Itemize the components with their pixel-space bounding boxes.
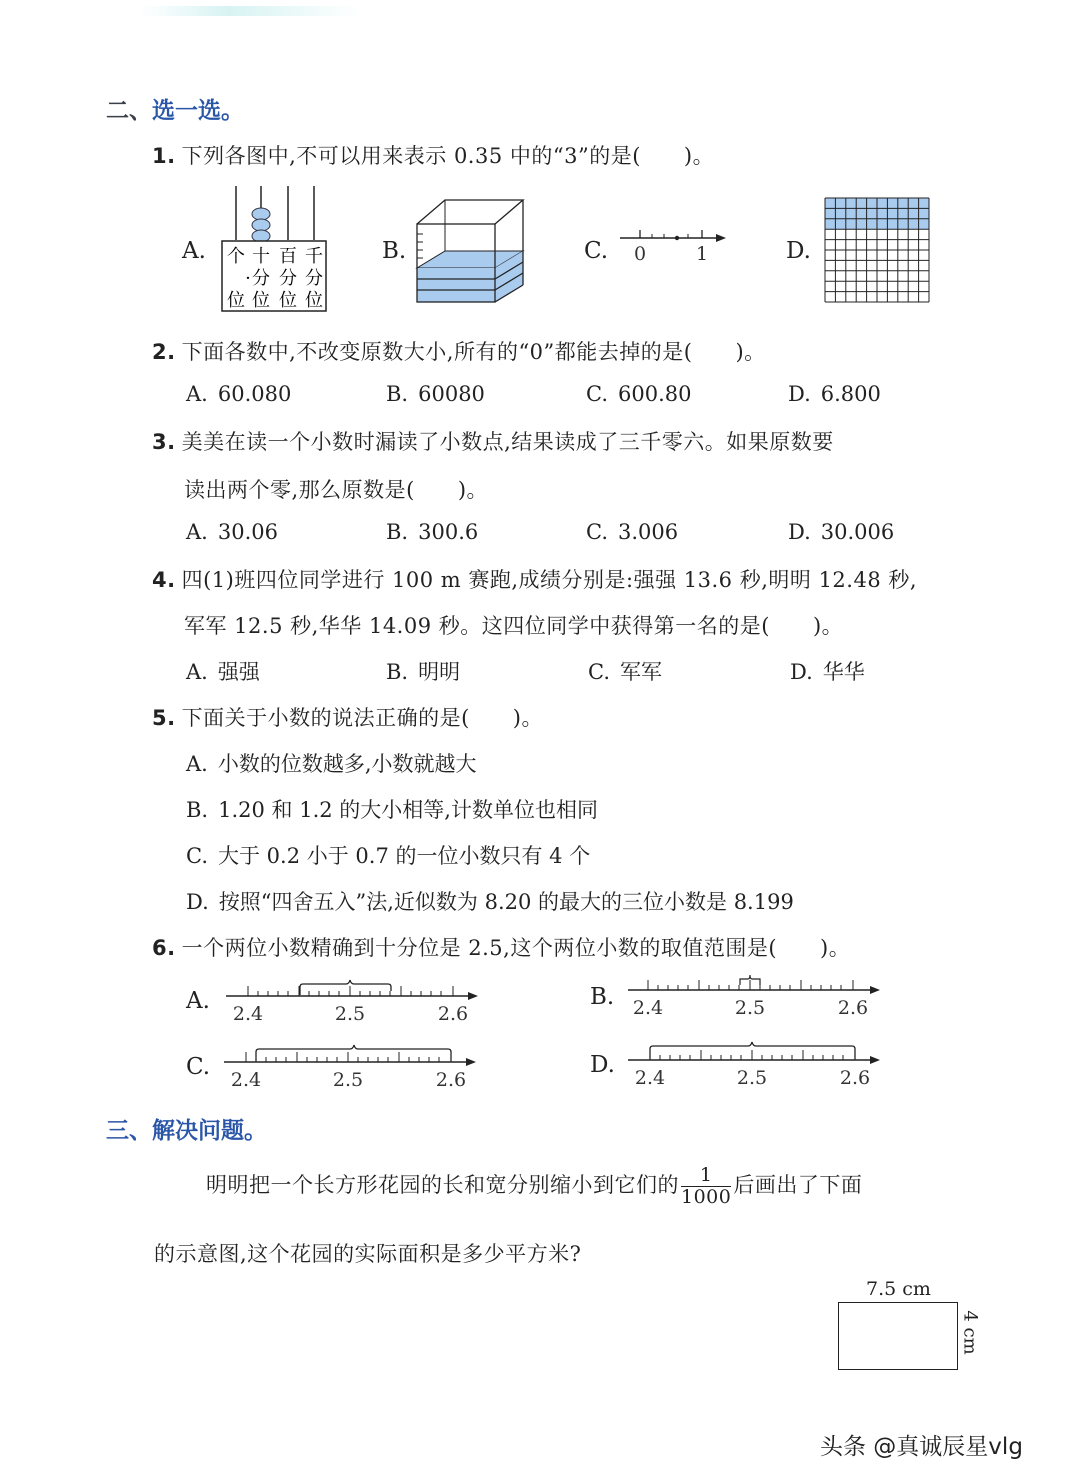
- svg-text:分: 分: [252, 268, 270, 289]
- rectangle-width-label: 7.5 cm: [866, 1278, 931, 1300]
- svg-text:2.4: 2.4: [230, 1069, 262, 1091]
- svg-text:2.6: 2.6: [837, 997, 869, 1019]
- question-4: 4. 四(1)班四位同学进行 100 m 赛跑,成绩分别是:强强 13.6 秒,明明 12.48 秒,: [152, 568, 918, 592]
- option-c[interactable]: C. 军军: [588, 660, 662, 684]
- question-1: 1. 下列各图中,不可以用来表示 0.35 中的“3”的是( )。: [152, 144, 715, 168]
- svg-text:2.4: 2.4: [634, 1067, 666, 1089]
- svg-text:2.4: 2.4: [232, 1003, 264, 1025]
- question-text: 一个两位小数精确到十分位是 2.5,这个两位小数的取值范围是( )。: [181, 936, 851, 960]
- svg-text:分: 分: [305, 268, 323, 289]
- svg-text:1: 1: [695, 243, 709, 265]
- question-text: 下面关于小数的说法正确的是( )。: [181, 706, 543, 730]
- option-a[interactable]: A. 30.06: [186, 520, 278, 544]
- section-title: 选一选。: [152, 98, 244, 124]
- option-label[interactable]: D.: [590, 1052, 615, 1078]
- hundred-grid-figure: [824, 197, 930, 303]
- svg-text:百: 百: [279, 246, 297, 267]
- svg-text:位: 位: [227, 290, 245, 311]
- option-b[interactable]: B. 60080: [386, 382, 485, 406]
- option-d[interactable]: D. 华华: [790, 660, 865, 684]
- question-2: 2. 下面各数中,不改变原数大小,所有的“0”都能去掉的是( )。: [152, 340, 766, 364]
- svg-text:位: 位: [305, 290, 323, 311]
- section-title: 解决问题。: [152, 1118, 267, 1144]
- problem-line-1: 明明把一个长方形花园的长和宽分别缩小到它们的 $\frac{1}{1000}$ 后画出了下面: [206, 1164, 863, 1208]
- question-text: 下面各数中,不改变原数大小,所有的“0”都能去掉的是( )。: [181, 340, 766, 364]
- svg-text:2.5: 2.5: [736, 1067, 768, 1089]
- option-a[interactable]: A. 强强: [186, 660, 260, 684]
- option-b[interactable]: B. 300.6: [386, 520, 479, 544]
- svg-text:2.5: 2.5: [334, 1003, 366, 1025]
- rectangle-height-label: 4 cm: [959, 1310, 981, 1355]
- question-6: 6. 一个两位小数精确到十分位是 2.5,这个两位小数的取值范围是( )。: [152, 936, 851, 960]
- question-3-line2: 读出两个零,那么原数是( )。: [184, 478, 489, 502]
- problem-line-2: 的示意图,这个花园的实际面积是多少平方米?: [154, 1242, 582, 1266]
- svg-text:2.6: 2.6: [437, 1003, 469, 1025]
- number-line-0-1-figure: [618, 226, 728, 266]
- option-label: D.: [786, 238, 811, 264]
- option-c[interactable]: C. 大于 0.2 小于 0.7 的一位小数只有 4 个: [186, 844, 591, 868]
- option-label[interactable]: C.: [186, 1054, 211, 1080]
- option-c[interactable]: C. 3.006: [586, 520, 679, 544]
- svg-text:2.6: 2.6: [435, 1069, 467, 1091]
- svg-text:2.5: 2.5: [332, 1069, 364, 1091]
- abacus-beads-icon: [252, 208, 270, 242]
- section-number: 二、: [106, 98, 152, 124]
- option-d[interactable]: D. 6.800: [788, 382, 881, 406]
- svg-text:个: 个: [227, 246, 245, 267]
- svg-text:千: 千: [305, 246, 323, 267]
- abacus-figure: [218, 184, 330, 314]
- svg-text:·: ·: [245, 268, 251, 289]
- number-line-brace-b[interactable]: [626, 974, 886, 1024]
- watermark: 头条 @真诚辰星vlg: [820, 1434, 1023, 1460]
- option-d[interactable]: D. 按照“四舍五入”法,近似数为 8.20 的最大的三位小数是 8.199: [186, 890, 794, 914]
- option-d[interactable]: D. 30.006: [788, 520, 895, 544]
- fraction-one-thousandth: $\frac{1}{1000}$: [681, 1164, 732, 1208]
- question-text: 四(1)班四位同学进行 100 m 赛跑,成绩分别是:强强 13.6 秒,明明 12.48 秒,: [181, 568, 918, 592]
- svg-text:2.5: 2.5: [734, 997, 766, 1019]
- option-a[interactable]: A. 60.080: [186, 382, 292, 406]
- top-edge-decoration: [140, 6, 360, 16]
- svg-text:位: 位: [252, 290, 270, 311]
- option-label: B.: [382, 238, 407, 264]
- option-b[interactable]: B. 1.20 和 1.2 的大小相等,计数单位也相同: [186, 798, 598, 822]
- question-3: 3. 美美在读一个小数时漏读了小数点,结果读成了三千零六。如果原数要: [152, 430, 834, 454]
- svg-text:十: 十: [252, 246, 270, 267]
- garden-rectangle: [838, 1302, 958, 1370]
- number-line-brace-d[interactable]: [626, 1040, 886, 1090]
- svg-text:分: 分: [279, 268, 297, 289]
- option-label[interactable]: B.: [590, 984, 615, 1010]
- section-heading-choose: [106, 92, 244, 125]
- svg-text:2.4: 2.4: [632, 997, 664, 1019]
- number-line-brace-c[interactable]: [222, 1042, 482, 1092]
- svg-text:位: 位: [279, 290, 297, 311]
- option-c[interactable]: C. 600.80: [586, 382, 692, 406]
- svg-text:0: 0: [633, 243, 647, 265]
- question-4-line2: 军军 12.5 秒,华华 14.09 秒。这四位同学中获得第一名的是( )。: [184, 614, 844, 638]
- section-number: 三、: [106, 1118, 152, 1144]
- section-heading-solve: [106, 1112, 267, 1145]
- question-5: 5. 下面关于小数的说法正确的是( )。: [152, 706, 543, 730]
- option-b[interactable]: B. 明明: [386, 660, 461, 684]
- question-text: 下列各图中,不可以用来表示 0.35 中的“3”的是( )。: [181, 144, 715, 168]
- option-label[interactable]: A.: [186, 988, 210, 1014]
- option-label: C.: [584, 238, 609, 264]
- option-a[interactable]: A. 小数的位数越多,小数就越大: [186, 752, 477, 776]
- svg-text:2.6: 2.6: [839, 1067, 871, 1089]
- question-text: 美美在读一个小数时漏读了小数点,结果读成了三千零六。如果原数要: [181, 430, 834, 454]
- water-cube-figure: [415, 196, 527, 306]
- number-line-brace-a[interactable]: [224, 978, 484, 1028]
- option-label: A.: [182, 238, 206, 264]
